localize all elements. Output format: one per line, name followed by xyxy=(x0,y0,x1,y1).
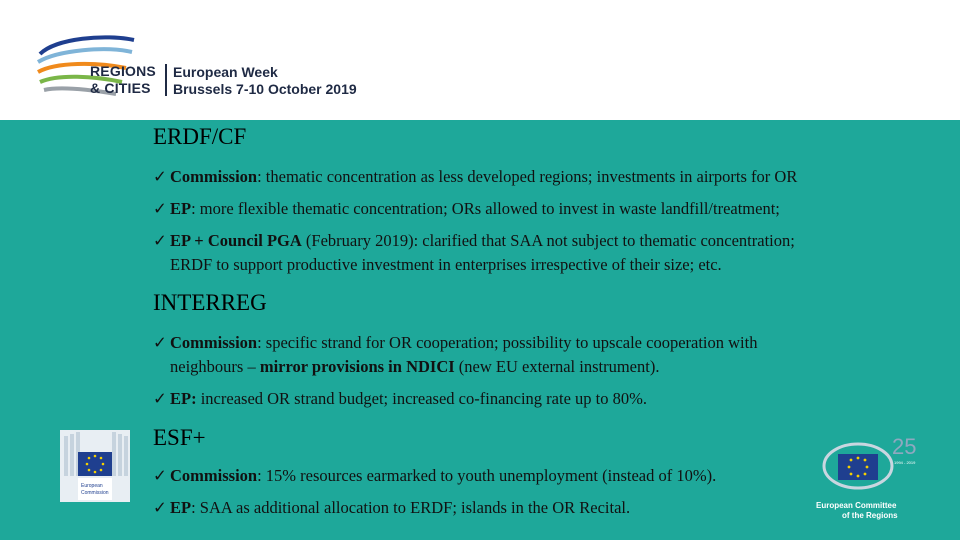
logo-text-regions: REGIONS xyxy=(90,63,156,79)
bullet-lead: EP xyxy=(170,199,192,218)
logo-text-cities: & CITIES xyxy=(90,80,151,96)
bullet-text: increased OR strand budget; increased co-financing rate up to 80%. xyxy=(196,389,647,408)
bullet-text: : specific strand for OR cooperation; possibility to upscale cooperation with xyxy=(257,333,758,352)
bullet-continuation: ERDF to support productive investment in enterprises irrespective of their size; etc. xyxy=(170,255,722,274)
bullet-text: : more flexible thematic concentration; ORs allowed to invest in waste landfill/treatment; xyxy=(191,199,780,218)
logo-divider xyxy=(165,64,167,96)
header-bar xyxy=(0,0,960,120)
logo-text-european-week: European Week xyxy=(173,64,278,80)
bullet-emphasis: mirror provisions in xyxy=(259,357,407,376)
check-icon: ✓ xyxy=(153,333,167,352)
bullet-lead: Commission xyxy=(170,167,258,186)
bullet-text: : SAA as additional allocation to ERDF; islands in the OR Recital. xyxy=(191,498,631,517)
check-icon: ✓ xyxy=(153,199,167,218)
check-icon: ✓ xyxy=(153,498,167,517)
ec-label-1: European xyxy=(81,483,103,489)
check-icon: ✓ xyxy=(153,466,167,485)
bullet-erdf-ep xyxy=(153,197,780,221)
bullet-lead: EP: xyxy=(170,389,197,408)
ec-label-2: Commission xyxy=(81,490,109,496)
bullet-lead: EP xyxy=(170,498,192,517)
cor-label-1: European Committee xyxy=(816,501,897,510)
section-title-interreg: INTERREG xyxy=(153,290,267,315)
bullet-lead: EP + Council PGA xyxy=(170,231,302,250)
bullet-text: neighbours – xyxy=(170,357,260,376)
bullet-emphasis-ndici: NDICI xyxy=(406,357,455,376)
check-icon: ✓ xyxy=(153,231,167,250)
bullet-lead: Commission xyxy=(170,333,258,352)
bullet-text: (new EU external instrument). xyxy=(454,357,660,376)
cor-anniversary: 25 xyxy=(892,434,917,459)
cor-years: 1994 - 2019 xyxy=(894,460,916,465)
bullet-erdf-ep-council xyxy=(153,229,795,277)
bullet-continuation xyxy=(153,355,757,379)
bullet-lead: Commission xyxy=(170,466,258,485)
bullet-interreg-ep xyxy=(153,387,647,411)
bullet-text: : 15% resources earmarked to youth unemployment (instead of 10%). xyxy=(257,466,717,485)
bullet-interreg-commission xyxy=(153,331,757,379)
section-title-esf: ESF+ xyxy=(153,425,206,450)
committee-of-regions-logo-icon xyxy=(812,428,924,524)
bullet-erdf-commission xyxy=(153,165,797,189)
bullet-text: : thematic concentration as less developed regions; investments in airports for OR xyxy=(257,167,798,186)
bullet-esf-ep xyxy=(153,496,630,520)
logo-text-dates: Brussels 7-10 October 2019 xyxy=(173,81,357,97)
cor-label-2: of the Regions xyxy=(842,511,898,520)
bullet-text: (February 2019): clarified that SAA not subject to thematic concentration; xyxy=(301,231,795,250)
check-icon: ✓ xyxy=(153,167,167,186)
check-icon: ✓ xyxy=(153,389,167,408)
european-commission-logo-icon xyxy=(60,430,130,502)
section-title-erdf: ERDF/CF xyxy=(153,124,247,149)
bullet-esf-commission xyxy=(153,464,716,488)
